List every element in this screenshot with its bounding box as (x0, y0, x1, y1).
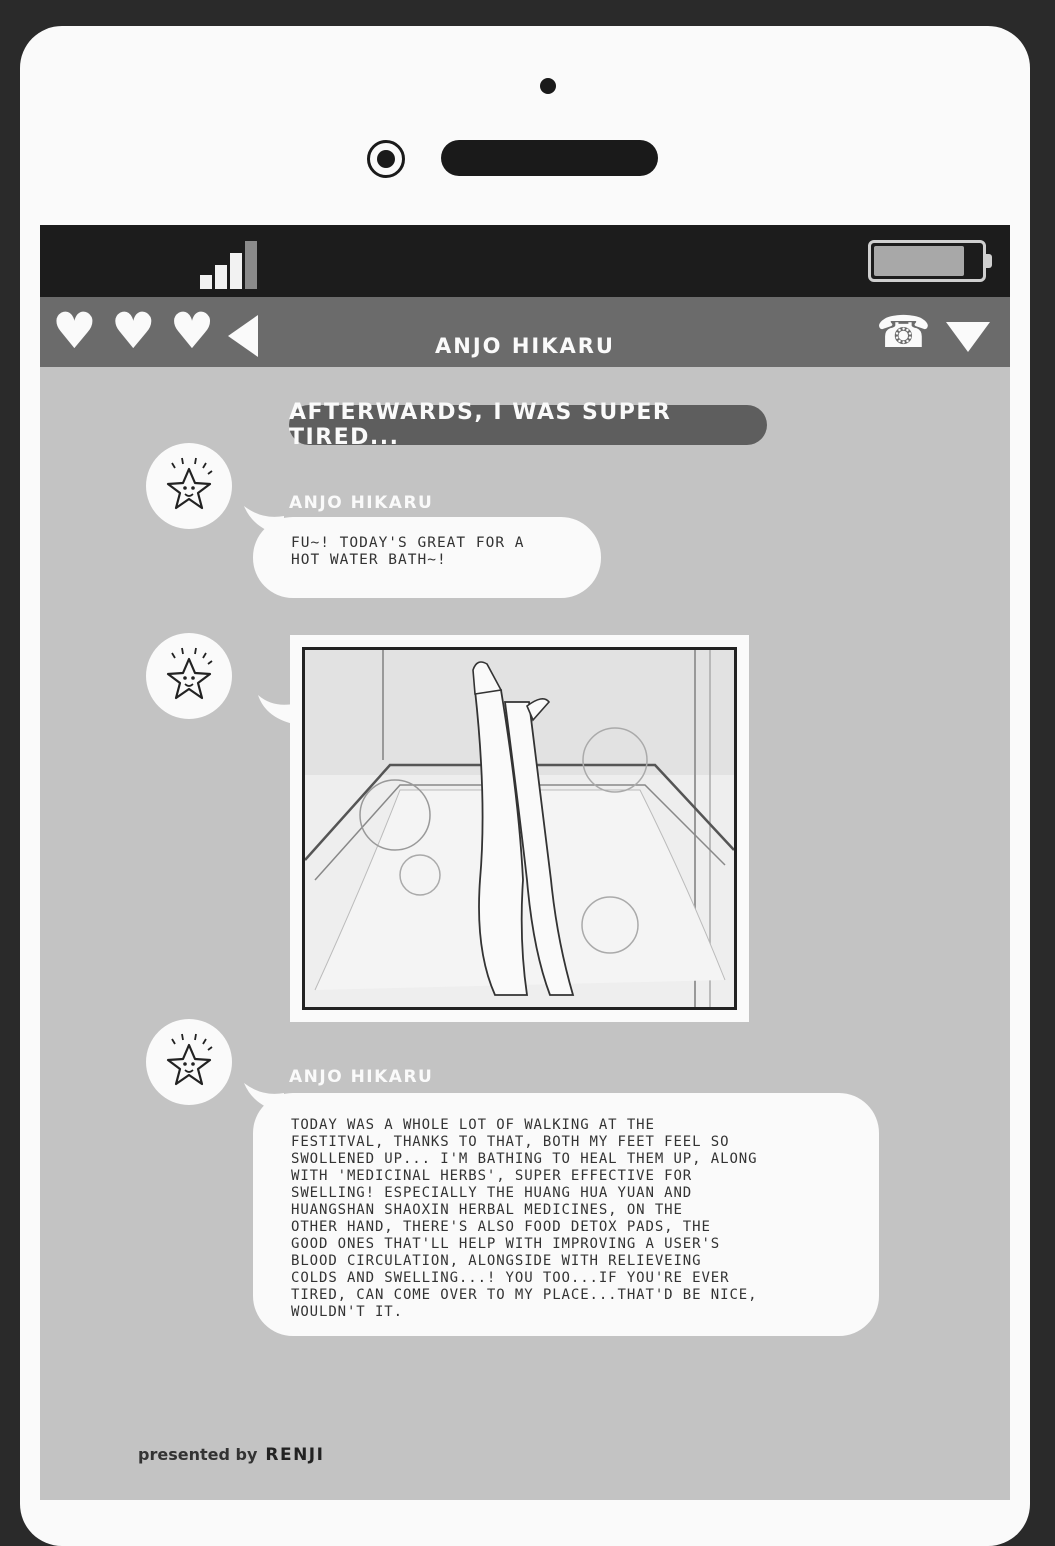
star-face-icon (146, 1019, 232, 1105)
star-face-icon (146, 443, 232, 529)
message-text: FU~! TODAY'S GREAT FOR A HOT WATER BATH~! (291, 535, 525, 568)
phone-screen (40, 225, 1010, 1500)
heart-icon: ♥ (52, 302, 97, 360)
bathtub-legs-illustration (305, 650, 734, 1007)
status-bar (40, 225, 1010, 297)
star-face-icon (146, 633, 232, 719)
signal-strength-icon (200, 239, 260, 289)
message-bubble (253, 517, 601, 598)
down-arrow-icon[interactable] (946, 322, 990, 352)
chat-header (40, 297, 1010, 367)
battery-level (874, 246, 964, 276)
message-sender: ANJO HIKARU (289, 1067, 434, 1087)
sensor-dot (540, 78, 556, 94)
avatar[interactable] (146, 443, 232, 529)
photo-message[interactable] (290, 635, 749, 1022)
credit-line (138, 1445, 324, 1465)
avatar[interactable] (146, 633, 232, 719)
battery-icon (868, 240, 986, 282)
credit-name: RENJI (265, 1445, 325, 1465)
heart-icon: ♥ (110, 302, 156, 360)
contact-name: ANJO HIKARU (435, 334, 615, 358)
front-camera (367, 140, 405, 178)
message-sender: ANJO HIKARU (289, 493, 434, 513)
earpiece-speaker (441, 140, 658, 176)
date-separator: AFTERWARDS, I WAS SUPER TIRED... (289, 405, 767, 445)
credit-prefix: presented by (138, 1445, 258, 1464)
message-bubble (253, 1093, 879, 1336)
message-text: TODAY WAS A WHOLE LOT OF WALKING AT THE FESTITVAL, THANKS TO THAT, BOTH MY FEET FEEL SO SWOLLENED UP... I'M BATHING TO HEAL THEM UP, ALONG WITH 'MEDICINAL HERBS', SUPER EFFECTIVE FOR SWELLING! ESPECIALLY THE HUANG HUA YUAN AND HUANGSHAN SHAOXIN HERBAL MEDICINES, ON THE OTHER HAND, THERE'S ALSO FOOD DETOX PADS, THE GOOD ONES THAT'LL HELP WITH IMPROVING A USER'S BLOOD CIRCULATION, ALONGSIDE WITH RELIEVEING COLDS AND SWELLING...! YOU TOO...IF YOU'RE EVER TIRED, CAN COME OVER TO MY PLACE...THAT'D BE NICE, WOULDN'T IT. (291, 1117, 758, 1320)
avatar[interactable] (146, 1019, 232, 1105)
heart-icon: ♥ (169, 302, 215, 360)
battery-tip (986, 254, 992, 268)
phone-icon[interactable]: ☎ (876, 307, 931, 358)
bath-photo-image (302, 647, 737, 1010)
